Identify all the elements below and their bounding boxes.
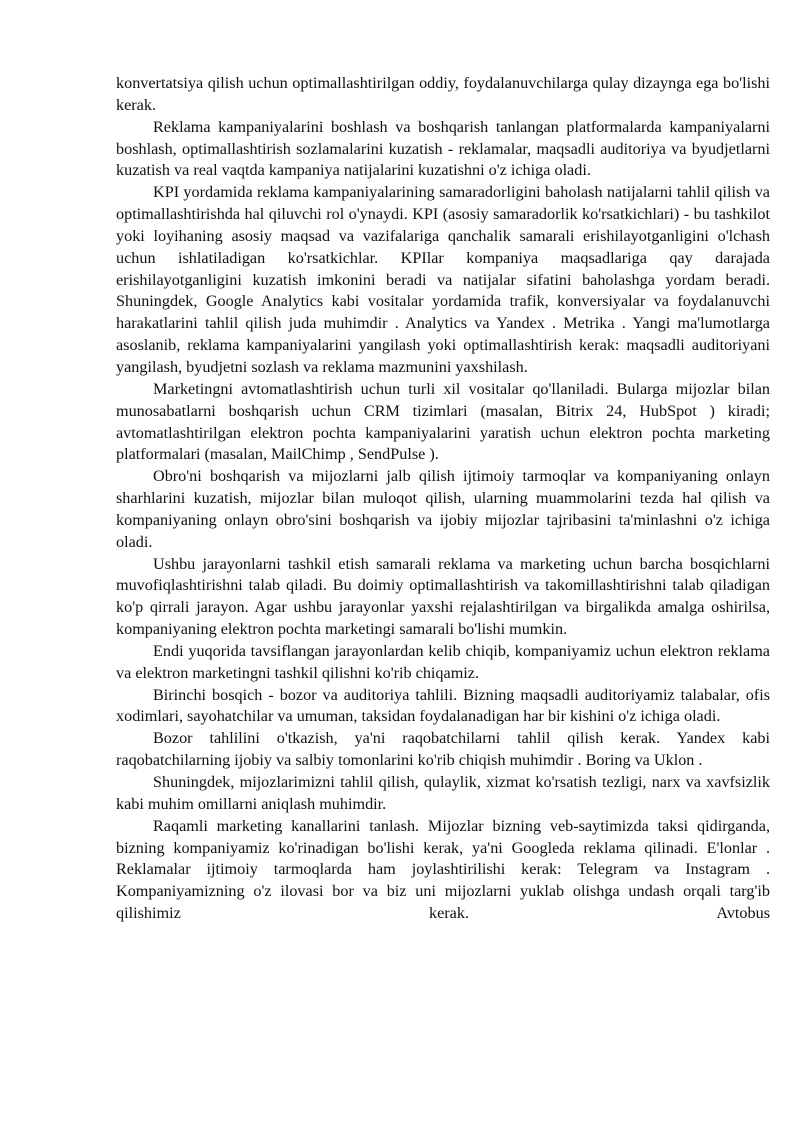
paragraph-2: Reklama kampaniyalarini boshlash va boshqarish tanlangan platformalarda kampaniyalarni boshlash, optimallashtirish sozlamalarini kuzatish - reklamalar, maqsadli auditoriya va byudjetlarni kuzatish va real vaqtda kampaniya natijalarini kuzatishni o'z ichiga oladi. xyxy=(116,117,770,180)
paragraph-9: Bozor tahlilini o'tkazish, ya'ni raqobatchilarni tahlil qilish kerak. Yandex kabi raqobatchilarning ijobiy va salbiy tomonlarini ko'rib chiqish muhimdir . Boring va Uklon . xyxy=(116,729,770,770)
paragraph-11: Raqamli marketing kanallarini tanlash. Mijozlar bizning veb-saytimizda taksi qidirganda, bizning kompaniyamiz ko'rinadigan bo'lishi kerak, ya'ni Googleda reklama qilinadi. E'lonlar . Reklamalar ijtimoiy tarmoqlarda ham joylashtirilishi kerak: Telegram va Instagram . Kompaniyamizning o'z ilovasi bor va biz uni mijozlarni yuklab olishga undash orqali targ'ib qilishimiz kerak. Avtobus xyxy=(116,816,770,923)
paragraph-5: Obro'ni boshqarish va mijozlarni jalb qilish ijtimoiy tarmoqlar va kompaniyaning onlayn sharhlarini kuzatish, mijozlar bilan muloqot qilish, ularning muammolarini tezda hal qilish va kompaniyaning onlayn obro'sini boshqarish va ijobiy mijozlar tajribasini ta'minlashni o'z ichiga oladi. xyxy=(116,467,770,551)
paragraph-6: Ushbu jarayonlarni tashkil etish samarali reklama va marketing uchun barcha bosqichlarni muvofiqlashtirishni talab qiladi. Bu doimiy optimallashtirish va takomillashtirishni talab qiladigan ko'p qirrali jarayon. Agar ushbu jarayonlar yaxshi rejalashtirilgan va birgalikda amalga oshirilsa, kompaniyaning elektron pochta marketingi samarali bo'lishi mumkin. xyxy=(116,554,770,639)
paragraph-3: KPI yordamida reklama kampaniyalarining samaradorligini baholash natijalarni tahlil qilish va optimallashtirishda hal qiluvchi rol o'ynaydi. KPI (asosiy samaradorlik ko'rsatkichlari) - bu tashkilot yoki loyihaning asosiy maqsad va vazifalariga qanchalik samarali erishilayotganligini o'lchash uchun ishlatiladigan ko'rsatkichlar. KPIlar kompaniya maqsadlariga qay darajada erishilayotganligini kuzatish imkonini beradi va natijalar sifatini baholashga yordam beradi. Shuningdek, Google Analytics kabi vositalar yordamida trafik, konversiyalar va foydalanuvchi harakatlarini tahlil qilish juda muhimdir . Analytics va Yandex . Metrika . Yangi ma'lumotlarga asoslanib, reklama kampaniyalarini yangilash yoki optimallashtirish kerak: maqsadli auditoriyani yangilash, byudjetni sozlash va reklama mazmunini yaxshilash. xyxy=(116,183,770,376)
paragraph-1: konvertatsiya qilish uchun optimallashtirilgan oddiy, foydalanuvchilarga qulay dizaynga ega bo'lishi kerak. xyxy=(116,74,770,114)
paragraph-8: Birinchi bosqich - bozor va auditoriya tahlili. Bizning maqsadli auditoriyamiz talabalar, ofis xodimlari, sayohatchilar va umuman, taksidan foydalanadigan har bir kishini o'z ichiga oladi. xyxy=(116,685,770,726)
paragraph-7: Endi yuqorida tavsiflangan jarayonlardan kelib chiqib, kompaniyamiz uchun elektron reklama va elektron marketingni tashkil qilishni ko'rib chiqamiz. xyxy=(116,641,770,682)
document-page xyxy=(116,73,770,925)
paragraph-10: Shuningdek, mijozlarimizni tahlil qilish, qulaylik, xizmat ko'rsatish tezligi, narx va xavfsizlik kabi muhim omillarni aniqlash muhimdir. xyxy=(116,773,770,813)
paragraph-4: Marketingni avtomatlashtirish uchun turli xil vositalar qo'llaniladi. Bularga mijozlar bilan munosabatlarni boshqarish uchun CRM tizimlari (masalan, Bitrix 24, HubSpot ) kiradi; avtomatlashtirilgan elektron pochta kampaniyalarini yaratish uchun elektron pochta marketing platformalari (masalan, MailChimp , SendPulse ). xyxy=(116,379,770,464)
